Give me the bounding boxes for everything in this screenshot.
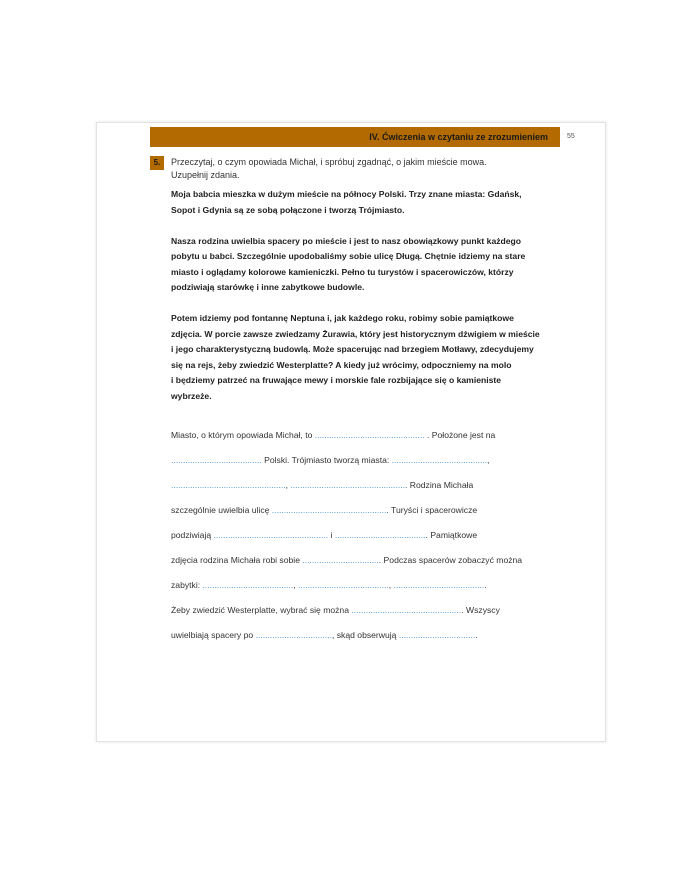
text-line: i jego charakterystyczną budowlą. Może spacerując nad brzegiem Motławy, zdecydujemy [171,344,534,354]
fill-text: . Turyści i spacerowicze [386,505,478,515]
reading-text [171,187,581,420]
blank-admire-2[interactable]: ...................................... [334,530,426,540]
fill-text: . Rodzina Michała [405,480,474,490]
text-line: podziwiają starówkę i inne zabytkowe budowle. [171,282,365,292]
blank-monument-3[interactable]: ...................................... [393,580,485,590]
blank-location[interactable]: ...................................... [171,455,262,465]
fill-row [171,548,571,573]
fill-text: . [475,630,478,640]
fill-text: . Podczas spacerów zobaczyć można [378,555,523,565]
fill-text: , [388,580,394,590]
blank-admire-1[interactable]: ................................................ [213,530,329,540]
text-line: wybrzeże. [171,390,212,401]
blank-city-3[interactable]: ................................................ [290,480,405,490]
fill-text: i [328,530,335,540]
blank-monument-1[interactable]: ...................................... [202,580,294,590]
blank-observe[interactable]: ................................ [398,630,476,640]
text-line: Nasza rodzina uwielbia spacery po mieście i jest to nasz obowiązkowy punkt każdego [171,235,522,246]
fill-text: Polski. Trójmiasto tworzą miasta: [261,455,392,465]
instruction-line: Uzupełnij zdania. [171,170,240,180]
fill-text: . Pamiątkowe [425,530,478,540]
fill-text: . Położone jest na [424,430,496,440]
text-line: miasto i oglądamy kolorowe kamieniczki. Pełno tu turystów i spacerowiczów, którzy [171,266,514,277]
fill-row [171,473,571,498]
workbook-page [96,122,606,742]
fill-row [171,623,571,648]
fill-text: , [293,580,299,590]
page-number: 55 [567,133,575,140]
fill-text: uwielbiają spacery po [171,630,256,640]
section-header [150,127,560,147]
fill-row [171,498,571,523]
instruction-line: Przeczytaj, o czym opowiada Michał, i spróbuj zgadnąć, o jakim mieście mowa. [171,157,487,167]
fill-text: Miasto, o którym opowiada Michał, to [171,430,315,440]
blank-monument-2[interactable]: ...................................... [298,580,389,590]
fill-text: , [487,455,490,465]
blank-city[interactable]: .............................................. [314,430,425,440]
fill-row [171,573,571,598]
fill-row [171,423,571,448]
text-line: Sopot i Gdynia są ze sobą połączone i tworzą Trójmiasto. [171,204,405,215]
blank-city-1[interactable]: ........................................ [391,455,488,465]
text-line: Potem idziemy pod fontannę Neptuna i, jak każdego roku, robimy sobie pamiątkowe [171,313,514,323]
fill-text: . Wszyscy [461,605,500,615]
fill-text: , skąd obserwują [331,630,399,640]
blank-walk-place[interactable]: ................................ [255,630,332,640]
reading-paragraph-2 [171,234,581,296]
fill-text: Żeby zwiedzić Westerplatte, wybrać się można [171,605,352,615]
section-title: IV. Ćwiczenia w czytaniu ze zrozumieniem [369,132,548,142]
reading-paragraph-1 [171,187,581,218]
text-line: i będziemy patrzeć na fruwające mewy i morskie fale rozbijające się o kamieniste [171,375,502,385]
fill-text: zdjęcia rodzina Michała robi sobie [171,555,303,565]
blank-photo-place[interactable]: ................................ [302,555,379,565]
reading-paragraph-3 [171,311,581,404]
exercise-instruction [171,156,571,182]
text-line: Moja babcia mieszka w dużym mieście na północy Polski. Trzy znane miasta: Gdańsk, [171,189,522,199]
blank-transport[interactable]: .............................................. [351,605,462,615]
fill-text: , [285,480,291,490]
fill-row [171,523,571,548]
text-line: się na rejs, żeby zwiedzić Westerplatte? A kiedy już wrócimy, odpoczniemy na molo [171,359,512,370]
fill-text: szczególnie uwielbia ulicę [171,505,272,515]
fill-text: . [484,580,487,590]
fill-row [171,448,571,473]
fill-in-exercise [171,423,571,648]
fill-row [171,598,571,623]
fill-text: zabytki: [171,580,203,590]
blank-city-2[interactable]: ................................................ [171,480,286,490]
exercise-number: 5. [150,156,164,170]
blank-street[interactable]: ................................................ [271,505,387,515]
fill-text: podziwiają [171,530,214,540]
text-line: zdjęcia. W porcie zawsze zwiedzamy Żurawia, który jest historycznym dźwigiem w mieście [171,328,540,339]
text-line: pobytu u babci. Szczególnie upodobaliśmy sobie ulicę Długą. Chętnie idziemy na stare [171,251,526,261]
